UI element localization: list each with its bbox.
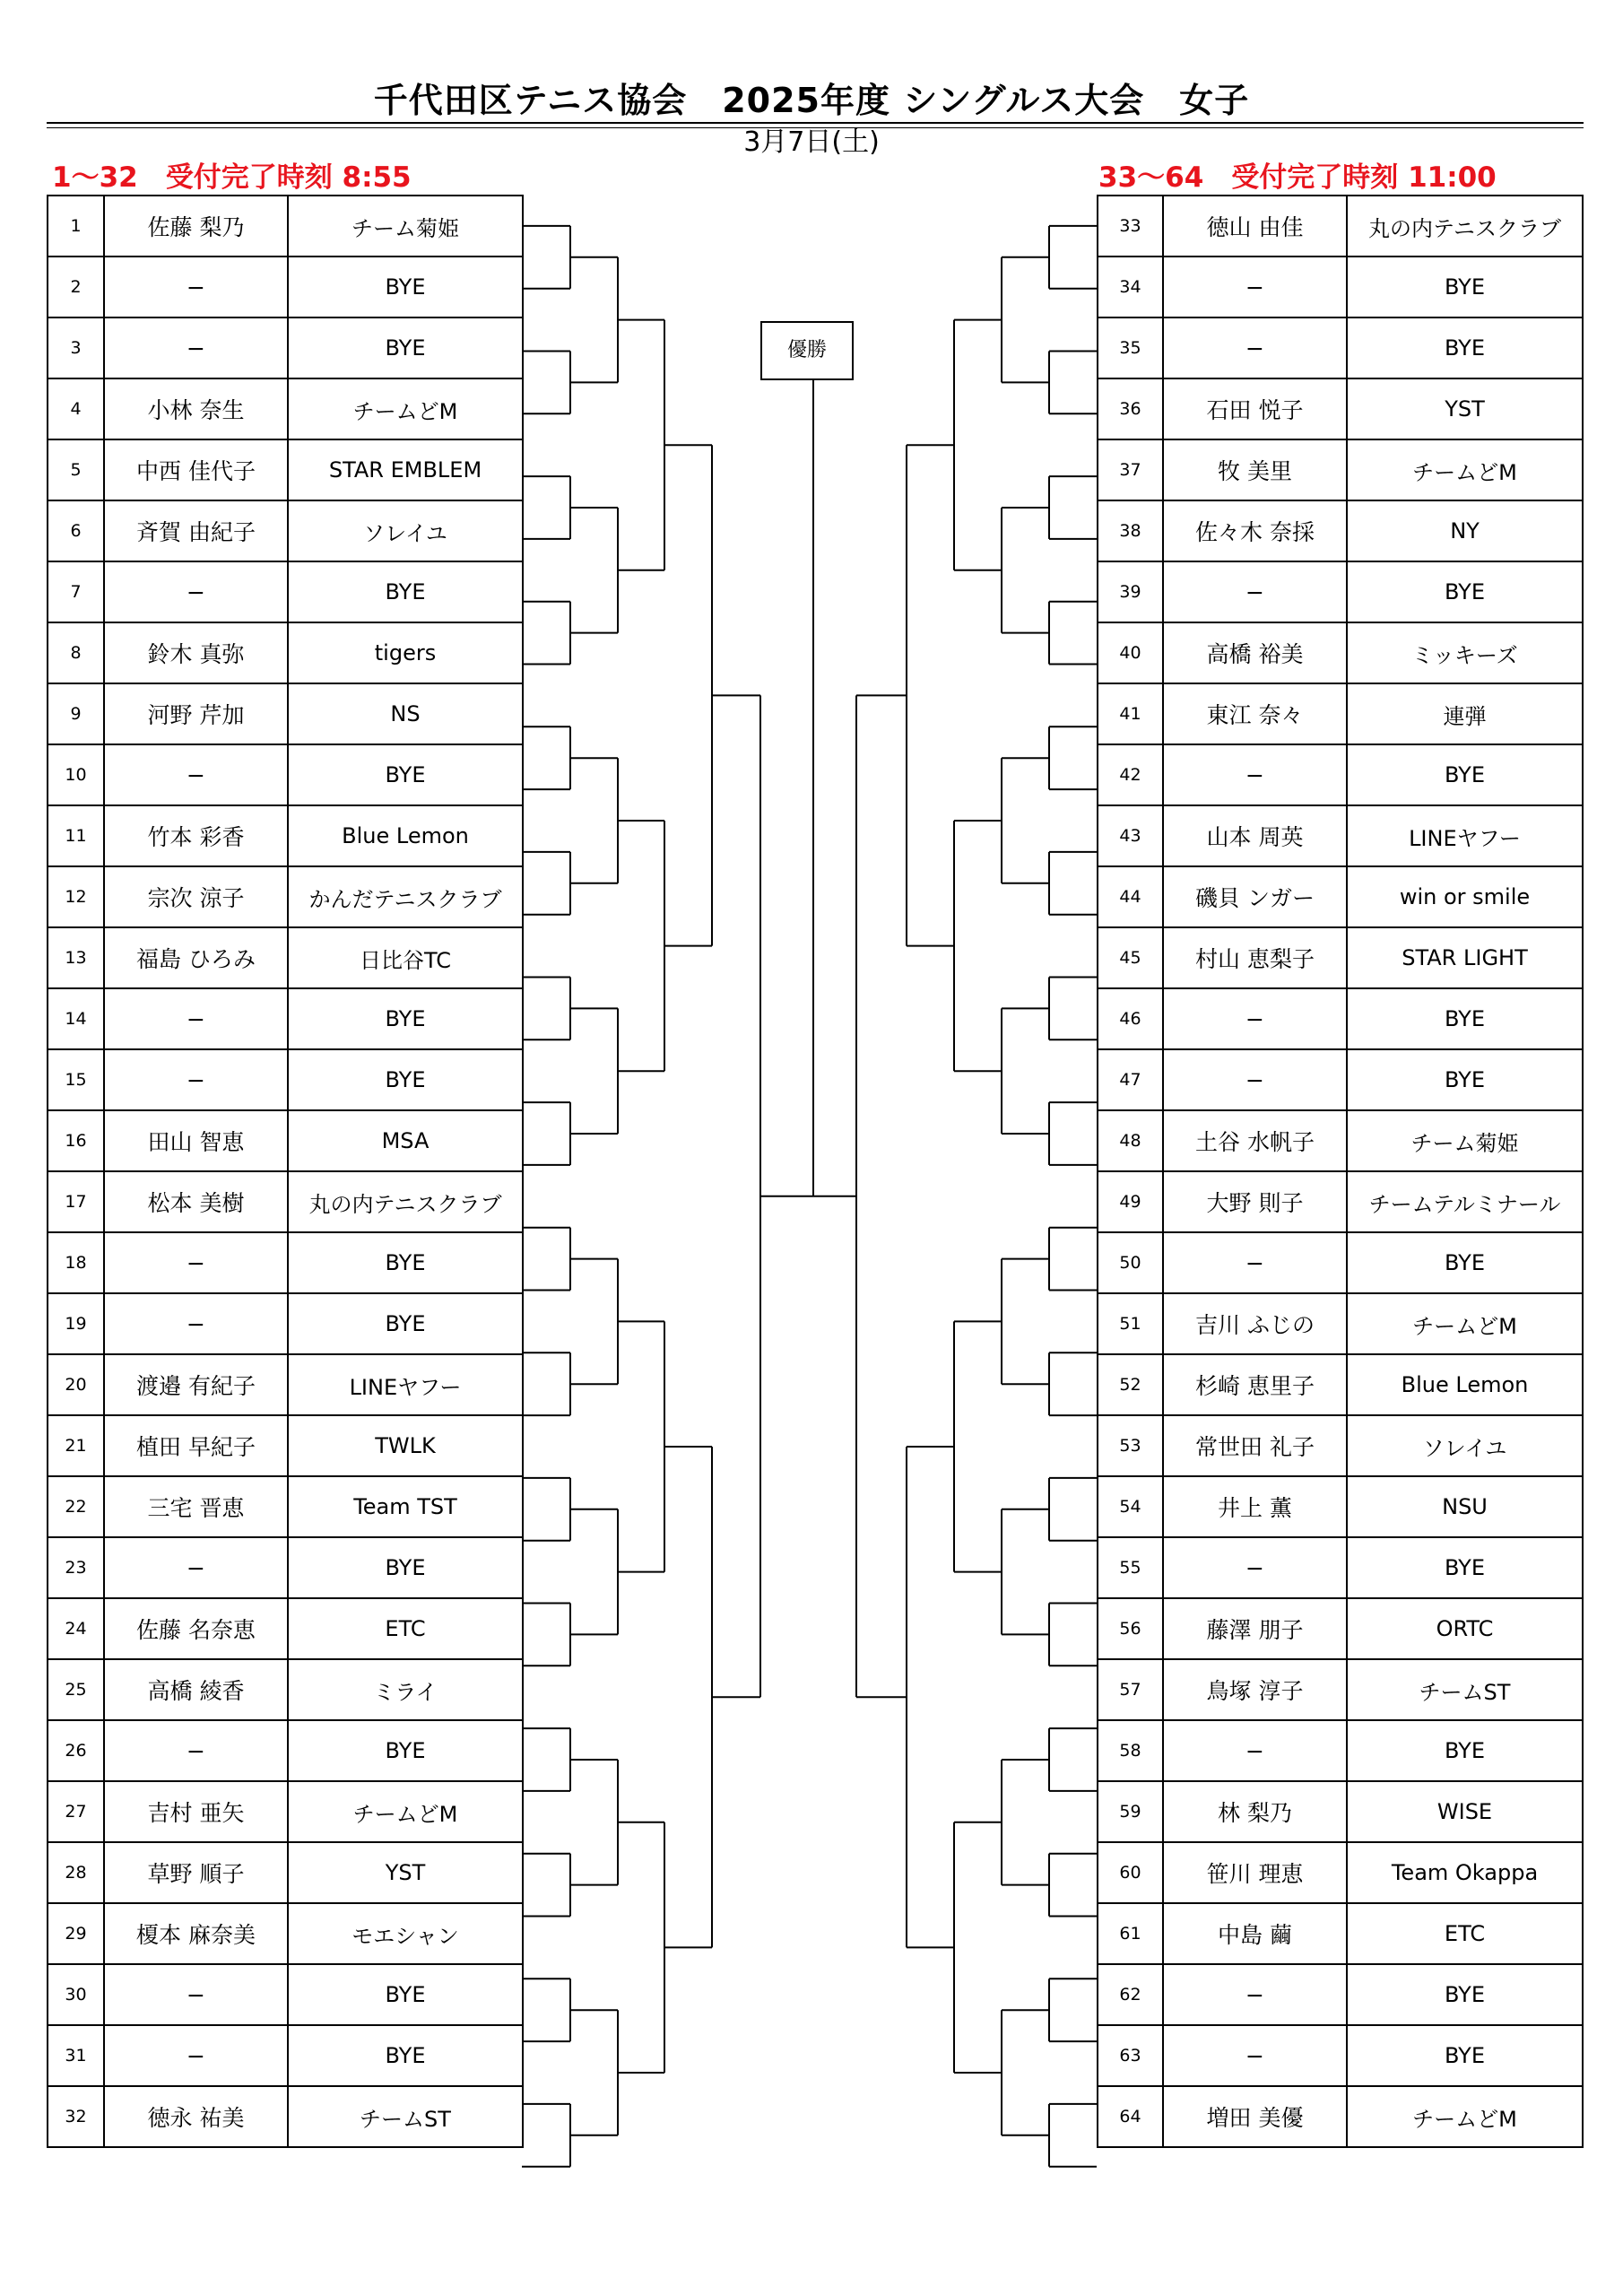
entry-row — [48, 805, 523, 866]
player-name: 斉賀 由紀子 — [104, 500, 288, 561]
team-name: BYE — [1347, 1049, 1583, 1110]
entry-row — [48, 500, 523, 561]
entry-number: 13 — [48, 927, 104, 988]
entry-number: 57 — [1098, 1659, 1163, 1720]
team-name: BYE — [288, 561, 523, 622]
entry-number: 8 — [48, 622, 104, 683]
entry-number: 41 — [1098, 683, 1163, 744]
player-name: − — [104, 2025, 288, 2086]
team-name: チームどM — [288, 378, 523, 439]
entry-number: 56 — [1098, 1598, 1163, 1659]
entry-number: 50 — [1098, 1232, 1163, 1293]
entry-row — [48, 927, 523, 988]
player-name: 草野 順子 — [104, 1842, 288, 1903]
entry-row — [48, 1171, 523, 1232]
entry-row — [1098, 1537, 1583, 1598]
team-name: BYE — [1347, 1232, 1583, 1293]
player-name: 中西 佳代子 — [104, 439, 288, 500]
entry-row — [1098, 1720, 1583, 1781]
player-name: − — [1163, 1537, 1347, 1598]
entry-row — [48, 257, 523, 317]
team-name: TWLK — [288, 1415, 523, 1476]
team-name: ソレイユ — [1347, 1415, 1583, 1476]
entry-number: 42 — [1098, 744, 1163, 805]
entry-row — [1098, 500, 1583, 561]
entry-number: 34 — [1098, 257, 1163, 317]
entry-number: 61 — [1098, 1903, 1163, 1964]
team-name: win or smile — [1347, 866, 1583, 927]
entry-row — [48, 1659, 523, 1720]
entry-row — [1098, 988, 1583, 1049]
team-name: Team TST — [288, 1476, 523, 1537]
player-name: 吉川 ふじの — [1163, 1293, 1347, 1354]
entry-number: 32 — [48, 2086, 104, 2147]
entry-number: 20 — [48, 1354, 104, 1415]
team-name: BYE — [1347, 744, 1583, 805]
team-name: チーム菊姫 — [1347, 1110, 1583, 1171]
player-name: 河野 芹加 — [104, 683, 288, 744]
team-name: LINEヤフー — [288, 1354, 523, 1415]
entry-row — [1098, 1232, 1583, 1293]
entry-row — [1098, 1598, 1583, 1659]
entry-row — [1098, 683, 1583, 744]
player-name: 松本 美樹 — [104, 1171, 288, 1232]
entry-row — [1098, 1049, 1583, 1110]
player-name: 増田 美優 — [1163, 2086, 1347, 2147]
player-name: − — [1163, 2025, 1347, 2086]
entry-number: 22 — [48, 1476, 104, 1537]
entry-row — [48, 1354, 523, 1415]
entry-row — [1098, 561, 1583, 622]
entry-number: 51 — [1098, 1293, 1163, 1354]
page-title: 千代田区テニス協会 2025年度 シングルス大会 女子 — [373, 81, 1250, 120]
player-name: − — [104, 317, 288, 378]
entry-row — [48, 622, 523, 683]
player-name: 井上 薫 — [1163, 1476, 1347, 1537]
player-name: 佐藤 梨乃 — [104, 196, 288, 257]
champion-box: 優勝 — [760, 321, 854, 380]
team-name: チームどM — [1347, 439, 1583, 500]
team-name: Blue Lemon — [288, 805, 523, 866]
player-name: − — [1163, 317, 1347, 378]
player-name: − — [1163, 561, 1347, 622]
team-name: NSU — [1347, 1476, 1583, 1537]
entry-row — [48, 196, 523, 257]
player-name: 鈴木 真弥 — [104, 622, 288, 683]
entry-row — [1098, 2025, 1583, 2086]
player-name: 高橋 裕美 — [1163, 622, 1347, 683]
player-name: 石田 悦子 — [1163, 378, 1347, 439]
player-name: 鳥塚 淳子 — [1163, 1659, 1347, 1720]
player-name: − — [1163, 744, 1347, 805]
entry-row — [1098, 927, 1583, 988]
player-name: 大野 則子 — [1163, 1171, 1347, 1232]
team-name: チームテルミナール — [1347, 1171, 1583, 1232]
team-name: かんだテニスクラブ — [288, 866, 523, 927]
entry-number: 40 — [1098, 622, 1163, 683]
reception-time-right: 33〜64 受付完了時刻 11:00 — [1098, 161, 1497, 194]
entry-row — [48, 1842, 523, 1903]
draw-table-right — [1097, 195, 1584, 2148]
entry-number: 5 — [48, 439, 104, 500]
player-name: − — [104, 744, 288, 805]
entry-number: 39 — [1098, 561, 1163, 622]
entry-row — [1098, 196, 1583, 257]
entry-row — [48, 1964, 523, 2025]
entry-row — [48, 1537, 523, 1598]
entry-row — [1098, 1354, 1583, 1415]
team-name: YST — [1347, 378, 1583, 439]
team-name: WISE — [1347, 1781, 1583, 1842]
entry-number: 35 — [1098, 317, 1163, 378]
entry-number: 3 — [48, 317, 104, 378]
team-name: STAR LIGHT — [1347, 927, 1583, 988]
entry-row — [48, 378, 523, 439]
team-name: モエシャン — [288, 1903, 523, 1964]
entry-row — [1098, 1659, 1583, 1720]
team-name: NY — [1347, 500, 1583, 561]
entry-number: 38 — [1098, 500, 1163, 561]
player-name: − — [104, 988, 288, 1049]
team-name: BYE — [288, 257, 523, 317]
entry-number: 26 — [48, 1720, 104, 1781]
entry-number: 58 — [1098, 1720, 1163, 1781]
player-name: 渡邉 有紀子 — [104, 1354, 288, 1415]
team-name: BYE — [288, 1964, 523, 2025]
entry-number: 21 — [48, 1415, 104, 1476]
team-name: BYE — [288, 744, 523, 805]
entry-row — [1098, 744, 1583, 805]
player-name: − — [104, 257, 288, 317]
entry-number: 17 — [48, 1171, 104, 1232]
team-name: 丸の内テニスクラブ — [288, 1171, 523, 1232]
entry-number: 60 — [1098, 1842, 1163, 1903]
player-name: − — [104, 1537, 288, 1598]
entry-number: 49 — [1098, 1171, 1163, 1232]
entry-row — [1098, 1903, 1583, 1964]
team-name: チームどM — [1347, 1293, 1583, 1354]
team-name: NS — [288, 683, 523, 744]
entry-number: 36 — [1098, 378, 1163, 439]
entry-row — [48, 1293, 523, 1354]
entry-row — [1098, 257, 1583, 317]
player-name: − — [104, 1232, 288, 1293]
player-name: 吉村 亜矢 — [104, 1781, 288, 1842]
entry-number: 63 — [1098, 2025, 1163, 2086]
team-name: チームどM — [1347, 2086, 1583, 2147]
entry-row — [48, 2025, 523, 2086]
player-name: 高橋 綾香 — [104, 1659, 288, 1720]
entry-number: 23 — [48, 1537, 104, 1598]
entry-number: 55 — [1098, 1537, 1163, 1598]
entry-number: 44 — [1098, 866, 1163, 927]
player-name: 田山 智恵 — [104, 1110, 288, 1171]
team-name: BYE — [288, 317, 523, 378]
entry-number: 7 — [48, 561, 104, 622]
team-name: チームST — [288, 2086, 523, 2147]
team-name: MSA — [288, 1110, 523, 1171]
entry-number: 28 — [48, 1842, 104, 1903]
player-name: 牧 美里 — [1163, 439, 1347, 500]
entry-number: 30 — [48, 1964, 104, 2025]
entry-row — [1098, 805, 1583, 866]
entry-row — [48, 988, 523, 1049]
team-name: ミライ — [288, 1659, 523, 1720]
team-name: 連弾 — [1347, 683, 1583, 744]
player-name: 常世田 礼子 — [1163, 1415, 1347, 1476]
team-name: LINEヤフー — [1347, 805, 1583, 866]
entry-row — [1098, 1415, 1583, 1476]
player-name: 福島 ひろみ — [104, 927, 288, 988]
team-name: ミッキーズ — [1347, 622, 1583, 683]
entry-number: 33 — [1098, 196, 1163, 257]
player-name: 植田 早紀子 — [104, 1415, 288, 1476]
entry-number: 62 — [1098, 1964, 1163, 2025]
player-name: 徳永 祐美 — [104, 2086, 288, 2147]
entry-row — [48, 1110, 523, 1171]
entry-row — [48, 683, 523, 744]
entry-number: 25 — [48, 1659, 104, 1720]
team-name: Team Okappa — [1347, 1842, 1583, 1903]
entry-row — [48, 1415, 523, 1476]
entry-row — [1098, 439, 1583, 500]
entry-number: 19 — [48, 1293, 104, 1354]
entry-number: 31 — [48, 2025, 104, 2086]
team-name: BYE — [1347, 257, 1583, 317]
entry-number: 12 — [48, 866, 104, 927]
entry-row — [48, 2086, 523, 2147]
entry-row — [1098, 1842, 1583, 1903]
team-name: BYE — [288, 2025, 523, 2086]
player-name: 山本 周英 — [1163, 805, 1347, 866]
reception-time-left: 1〜32 受付完了時刻 8:55 — [52, 161, 412, 194]
entry-number: 9 — [48, 683, 104, 744]
player-name: − — [104, 1964, 288, 2025]
player-name: − — [1163, 1049, 1347, 1110]
entry-row — [48, 866, 523, 927]
player-name: − — [1163, 1720, 1347, 1781]
entry-row — [1098, 1110, 1583, 1171]
event-date: 3月7日(土) — [743, 126, 880, 158]
team-name: BYE — [1347, 2025, 1583, 2086]
player-name: 小林 奈生 — [104, 378, 288, 439]
player-name: 佐藤 名奈恵 — [104, 1598, 288, 1659]
entry-number: 15 — [48, 1049, 104, 1110]
player-name: 三宅 晋恵 — [104, 1476, 288, 1537]
entry-row — [48, 561, 523, 622]
player-name: 榎本 麻奈美 — [104, 1903, 288, 1964]
entry-row — [1098, 622, 1583, 683]
team-name: チームどM — [288, 1781, 523, 1842]
entry-row — [48, 1720, 523, 1781]
entry-number: 24 — [48, 1598, 104, 1659]
entry-row — [1098, 378, 1583, 439]
entry-number: 6 — [48, 500, 104, 561]
entry-row — [48, 1232, 523, 1293]
team-name: YST — [288, 1842, 523, 1903]
team-name: チーム菊姫 — [288, 196, 523, 257]
player-name: − — [104, 561, 288, 622]
player-name: 藤澤 朋子 — [1163, 1598, 1347, 1659]
team-name: ソレイユ — [288, 500, 523, 561]
player-name: 宗次 涼子 — [104, 866, 288, 927]
team-name: ETC — [288, 1598, 523, 1659]
entry-row — [1098, 2086, 1583, 2147]
player-name: − — [104, 1293, 288, 1354]
entry-row — [1098, 866, 1583, 927]
entry-number: 59 — [1098, 1781, 1163, 1842]
entry-row — [48, 1476, 523, 1537]
team-name: 日比谷TC — [288, 927, 523, 988]
entry-row — [48, 1598, 523, 1659]
entry-number: 37 — [1098, 439, 1163, 500]
team-name: tigers — [288, 622, 523, 683]
entry-number: 45 — [1098, 927, 1163, 988]
team-name: BYE — [288, 1049, 523, 1110]
entry-number: 10 — [48, 744, 104, 805]
player-name: − — [1163, 1232, 1347, 1293]
player-name: 笹川 理恵 — [1163, 1842, 1347, 1903]
team-name: BYE — [1347, 317, 1583, 378]
team-name: BYE — [288, 988, 523, 1049]
entry-row — [48, 439, 523, 500]
team-name: BYE — [1347, 1537, 1583, 1598]
team-name: BYE — [1347, 988, 1583, 1049]
team-name: BYE — [1347, 561, 1583, 622]
player-name: 土谷 水帆子 — [1163, 1110, 1347, 1171]
entry-row — [48, 1903, 523, 1964]
team-name: BYE — [288, 1232, 523, 1293]
entry-number: 29 — [48, 1903, 104, 1964]
team-name: BYE — [288, 1293, 523, 1354]
entry-number: 18 — [48, 1232, 104, 1293]
player-name: − — [1163, 257, 1347, 317]
team-name: BYE — [288, 1720, 523, 1781]
entry-row — [48, 317, 523, 378]
entry-number: 46 — [1098, 988, 1163, 1049]
player-name: − — [104, 1049, 288, 1110]
team-name: ETC — [1347, 1903, 1583, 1964]
player-name: 中島 繭 — [1163, 1903, 1347, 1964]
player-name: − — [1163, 988, 1347, 1049]
entry-row — [1098, 1476, 1583, 1537]
player-name: 磯貝 ンガー — [1163, 866, 1347, 927]
team-name: 丸の内テニスクラブ — [1347, 196, 1583, 257]
team-name: ORTC — [1347, 1598, 1583, 1659]
team-name: BYE — [1347, 1720, 1583, 1781]
entry-number: 64 — [1098, 2086, 1163, 2147]
team-name: Blue Lemon — [1347, 1354, 1583, 1415]
player-name: 竹本 彩香 — [104, 805, 288, 866]
entry-number: 53 — [1098, 1415, 1163, 1476]
draw-table-left — [47, 195, 524, 2148]
team-name: STAR EMBLEM — [288, 439, 523, 500]
entry-number: 11 — [48, 805, 104, 866]
player-name: − — [104, 1720, 288, 1781]
entry-row — [1098, 1781, 1583, 1842]
player-name: 村山 恵梨子 — [1163, 927, 1347, 988]
player-name: 徳山 由佳 — [1163, 196, 1347, 257]
entry-row — [48, 744, 523, 805]
entry-number: 48 — [1098, 1110, 1163, 1171]
entry-row — [48, 1049, 523, 1110]
entry-number: 14 — [48, 988, 104, 1049]
entry-number: 43 — [1098, 805, 1163, 866]
team-name: チームST — [1347, 1659, 1583, 1720]
entry-number: 52 — [1098, 1354, 1163, 1415]
entry-row — [1098, 317, 1583, 378]
team-name: BYE — [288, 1537, 523, 1598]
entry-number: 27 — [48, 1781, 104, 1842]
player-name: 杉崎 恵里子 — [1163, 1354, 1347, 1415]
player-name: 東江 奈々 — [1163, 683, 1347, 744]
player-name: 佐々木 奈採 — [1163, 500, 1347, 561]
player-name: − — [1163, 1964, 1347, 2025]
entry-number: 2 — [48, 257, 104, 317]
entry-row — [1098, 1293, 1583, 1354]
entry-number: 16 — [48, 1110, 104, 1171]
entry-row — [1098, 1964, 1583, 2025]
entry-number: 54 — [1098, 1476, 1163, 1537]
entry-number: 1 — [48, 196, 104, 257]
entry-number: 4 — [48, 378, 104, 439]
entry-row — [48, 1781, 523, 1842]
entry-row — [1098, 1171, 1583, 1232]
entry-number: 47 — [1098, 1049, 1163, 1110]
team-name: BYE — [1347, 1964, 1583, 2025]
player-name: 林 梨乃 — [1163, 1781, 1347, 1842]
